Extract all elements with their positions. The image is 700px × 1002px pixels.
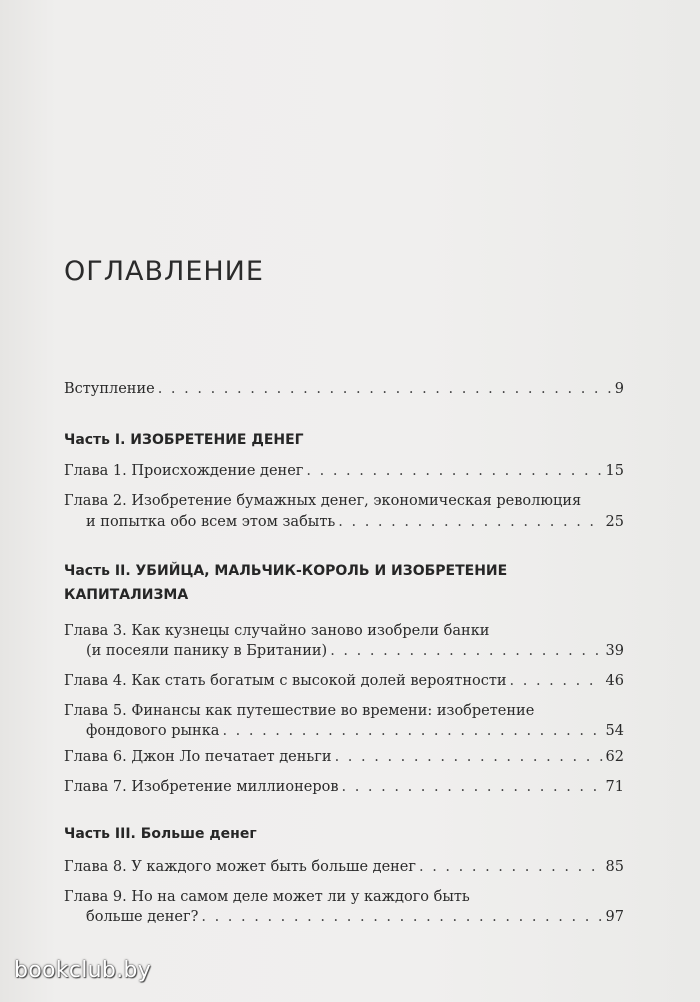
toc-entry-label: Глава 8. У каждого может быть больше денег [64, 859, 416, 875]
part-heading-2-line2: КАПИТАЛИЗМА [64, 587, 189, 603]
dot-leader [306, 462, 602, 480]
dot-leader [330, 642, 602, 660]
part-heading-3: Часть III. Больше денег [64, 826, 257, 842]
toc-entry-chapter-5 [86, 722, 624, 740]
toc-entry-chapter-3-line1: Глава 3. Как кузнецы случайно заново изобрели банки [64, 623, 490, 639]
toc-entry-chapter-4 [64, 672, 624, 690]
toc-page-number: 71 [605, 779, 624, 795]
page-title: ОГЛАВЛЕНИЕ [64, 256, 264, 287]
toc-entry-label: фондового рынка [86, 723, 220, 739]
toc-entry-chapter-2 [86, 513, 624, 531]
toc-page-number: 39 [605, 643, 624, 659]
toc-entry-chapter-7 [64, 778, 624, 796]
toc-entry-label: Глава 6. Джон Ло печатает деньги [64, 749, 332, 765]
part-heading-1: Часть I. ИЗОБРЕТЕНИЕ ДЕНЕГ [64, 432, 304, 448]
toc-page-number: 54 [605, 723, 624, 739]
toc-page-number: 85 [605, 859, 624, 875]
dot-leader [158, 380, 612, 398]
toc-page-number: 15 [605, 463, 624, 479]
toc-entry-chapter-8 [64, 858, 624, 876]
toc-entry-chapter-1 [64, 462, 624, 480]
toc-entry-label: Глава 1. Происхождение денег [64, 463, 304, 479]
dot-leader [419, 858, 603, 876]
toc-entry-label: и попытка обо всем этом забыть [86, 514, 336, 530]
toc-entry-chapter-5-line1: Глава 5. Финансы как путешествие во времени: изобретение [64, 703, 535, 719]
site-watermark: bookclub.by [14, 958, 152, 983]
toc-entry-label: Глава 4. Как стать богатым с высокой долей вероятности [64, 673, 507, 689]
toc-entry-chapter-9 [86, 908, 624, 926]
toc-page-number: 25 [605, 514, 624, 530]
toc-entry-intro [64, 380, 624, 398]
toc-page-number: 46 [605, 673, 624, 689]
toc-entry-label: (и посеяли панику в Британии) [86, 643, 328, 659]
toc-entry-chapter-3 [86, 642, 624, 660]
toc-entry-label: Глава 7. Изобретение миллионеров [64, 779, 339, 795]
dot-leader [222, 722, 602, 740]
toc-entry-label: Вступление [64, 381, 155, 397]
toc-entry-chapter-6 [64, 748, 624, 766]
toc-entry-chapter-2-line1: Глава 2. Изобретение бумажных денег, экономическая революция [64, 493, 582, 509]
toc-page-number: 9 [614, 381, 624, 397]
toc-entry-label: больше денег? [86, 909, 199, 925]
dot-leader [201, 908, 602, 926]
toc-page-number: 97 [605, 909, 624, 925]
dot-leader [342, 778, 603, 796]
toc-entry-chapter-9-line1: Глава 9. Но на самом деле может ли у каждого быть [64, 889, 470, 905]
part-heading-2-line1: Часть II. УБИЙЦА, МАЛЬЧИК-КОРОЛЬ И ИЗОБРЕТЕНИЕ [64, 563, 508, 579]
dot-leader [335, 748, 603, 766]
dot-leader [510, 672, 603, 690]
dot-leader [338, 513, 602, 531]
toc-page-number: 62 [605, 749, 624, 765]
